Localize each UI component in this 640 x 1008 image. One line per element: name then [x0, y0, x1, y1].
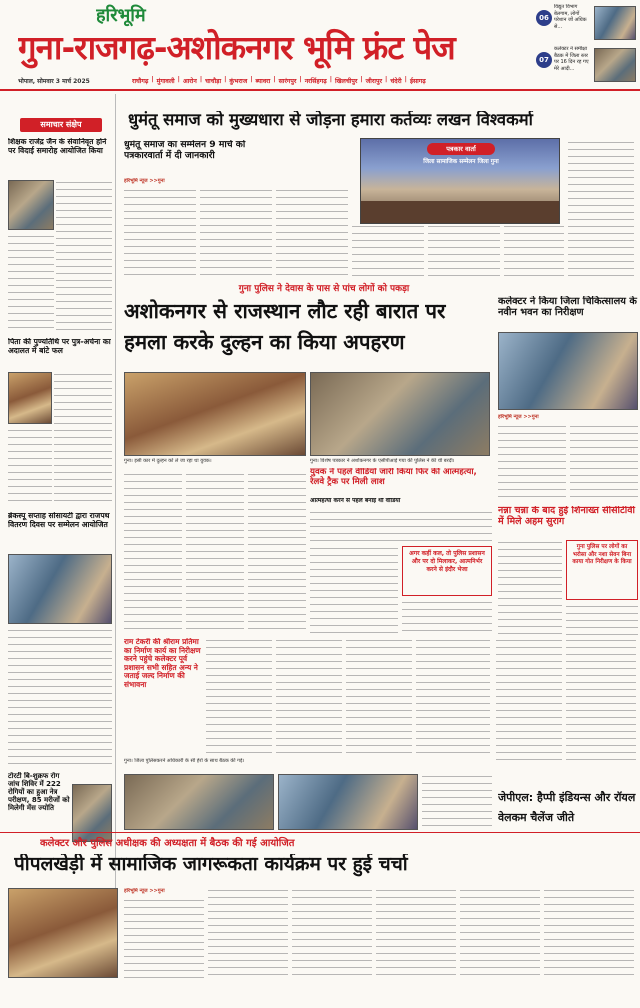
ramtekri-story [120, 636, 492, 756]
abduction-body [124, 472, 182, 632]
byline: हरिभूमि न्यूज >>गुना [124, 178, 165, 184]
lead-body [276, 188, 348, 278]
footer-body [292, 888, 372, 978]
footer-rule [0, 832, 640, 833]
abduction-body [186, 472, 244, 632]
meeting-caption: गुना। जिला पुलिसकरने अधिकारी के सी हेरों के साथ बैठक की गई। [124, 758, 245, 764]
brief-photo [72, 784, 112, 842]
collector-hospital-story [494, 296, 638, 501]
meeting-photo [124, 774, 274, 830]
press-table [361, 201, 560, 224]
car-photo [124, 372, 306, 456]
youth-subhead: आत्महत्या करने से पहले बनाई थी वीडियो [310, 498, 401, 504]
teaser-number: 06 [536, 10, 552, 26]
collector-body [570, 424, 638, 500]
page-title: गुना-राजगढ़-अशोकनगर भूमि फ्रंट पेज [18, 28, 455, 67]
photo-caption: गुना। इसी कार में दुल्हन को ले जा रहा था युवक। [124, 458, 212, 464]
footer-kicker: कलेक्टर और पुलिस अधीक्षक की अध्यक्षता में बैठक की गई आयोजित [40, 838, 295, 849]
footer-body [544, 888, 634, 978]
masthead [0, 0, 640, 90]
teaser-photo [594, 48, 636, 82]
lead-body [200, 188, 272, 278]
teaser-photo [594, 6, 636, 40]
footer-headline[interactable]: पीपलखेड़ी में सामाजिक जागरूकता कार्यक्रम पर हुई चर्चा [14, 854, 408, 875]
footer-photo [8, 888, 118, 978]
lead-body [124, 188, 196, 278]
press-banner-text: जिला सामाजिक सम्मेलन जिला गुना [423, 159, 499, 165]
town-item: ईसागढ़ [409, 78, 426, 85]
lead-photo [360, 138, 560, 224]
teaser-box[interactable] [536, 46, 636, 86]
ramtekri-body [416, 638, 490, 754]
sidebar-header: समाचार संक्षेप [20, 118, 102, 132]
dateline: भोपाल, सोमवार 3 मार्च 2025 [18, 78, 90, 85]
town-item: चंदेरी [390, 78, 402, 85]
ramtekri-headline[interactable]: राम टेकरी की श्रीराम प्रतिमा का निर्माण कार्य का निरीक्षण करने पहुंचे कलेक्टर पूर्व प्रशासन सभी सहित अन्य ने जताई जल्द निर्माण की संभावना [124, 638, 201, 689]
byline: हरिभूमि न्यूज >>गुना [498, 414, 539, 420]
collector-headline[interactable]: कलेक्टर ने किया जिला चिकित्सालय के नवीन भवन का निरीक्षण [498, 296, 637, 319]
youth-body [310, 546, 398, 634]
jpl-body [496, 638, 562, 764]
hospital-photo [498, 332, 638, 410]
cctv-body [498, 540, 562, 636]
collector-body [498, 424, 566, 500]
byline: हरिभूमि न्यूज >>गुना [124, 888, 165, 894]
cctv-highlight-box: गुना पुलिस पर लोगों का भरोसा और नशा सेवन बिना काया गोत निरीक्षण के किया [566, 540, 638, 600]
lead-body [352, 224, 424, 278]
abduction-body [248, 472, 306, 632]
abduction-story [120, 296, 640, 636]
cctv-headline[interactable]: नन्ना चन्ना के बाद हुई शिनाख्त सीसीटीवी में मिले अहम सुराग [498, 506, 635, 527]
press-banner-tag: पत्रकार वार्ता [427, 143, 495, 155]
brief-body [54, 372, 112, 506]
brief-photo [8, 180, 54, 230]
masthead-rule [0, 89, 640, 91]
ramtekri-body [346, 638, 412, 754]
brand-logo: हरिभूमि [96, 5, 146, 26]
town-strip: राघौगढ़ | मुंगावली | आरोन | चाचौड़ा | कुंभराज | ब्यावरा | सारंगपुर | नरसिंहगढ़ | खिलचीपुर | जीरापुर | चंदेरी | ईसागढ़ [132, 76, 532, 88]
brief-headline[interactable]: पिता की पुण्यतिथि पर पुत्र-अर्चना का अदालत में बांटे फल [8, 338, 111, 355]
youth-body [402, 600, 492, 634]
town-item: राघौगढ़ [132, 78, 149, 85]
footer-body [208, 888, 288, 978]
brief-headline[interactable]: ब्रेकस्पू सप्ताह सोसायटी द्वारा राजपथ वितरण दिवस पर सम्मेलन आयोजित [8, 512, 110, 529]
lead-body [504, 224, 564, 278]
brief-body [8, 628, 112, 768]
town-item: मुंगावली [156, 78, 175, 85]
cctv-body [566, 604, 638, 636]
brief-body [56, 180, 112, 332]
lead-story [120, 94, 636, 280]
meeting-photo [278, 774, 418, 830]
brief-body [8, 234, 54, 332]
teaser-number: 07 [536, 52, 552, 68]
brief-headline[interactable]: शिक्षक राजेंद्र जैन के सेवानिवृत होने पर विदाई समारोह आयोजित किया [8, 138, 107, 155]
youth-quote-box: अगर कहीं कल, तो पुलिस प्रशासन और पर दो मिलाकर, आत्मनिर्भर करने से इंदौर भेजा [402, 546, 492, 596]
brief-body [8, 428, 52, 506]
meeting-body [422, 774, 492, 830]
footer-body [460, 888, 540, 978]
cctv-story [494, 504, 638, 636]
brief-photo [8, 554, 112, 624]
town-item: खिलचीपुर [334, 78, 358, 85]
news-brief-column [6, 94, 116, 934]
arrest-photo [310, 372, 490, 456]
youth-headline[interactable]: युवक ने पहले वीडियो जारी किया फिर की आत्महत्या, रेलवे ट्रैक पर मिली लाश [310, 468, 477, 487]
jpl-headline[interactable]: जेपीएल: हैप्पी इंडियन्स और रॉयल वेलकम चैलेंज जीते [498, 791, 636, 824]
teaser-text: कलेक्टर ने समीक्षा बैठक में जिला स्तर पर 16 दिन रह गए मेरे आदी... [554, 46, 589, 72]
youth-body [310, 510, 492, 542]
lead-body [568, 140, 634, 278]
abduction-headline[interactable]: अशोकनगर से राजस्थान लौट रही बारात पर हमला करके दुल्हन का किया अपहरण [124, 299, 446, 354]
town-item: सारंगपुर [278, 78, 297, 85]
jpl-story [496, 636, 636, 840]
ramtekri-body [276, 638, 342, 754]
footer-body [376, 888, 456, 978]
lead-subhead: धुमंतू समाज का सम्मेलन 9 मार्च को पत्रकारवार्ता में दी जानकारी [124, 140, 246, 161]
town-item: जीरापुर [365, 78, 383, 85]
police-kicker: गुना पुलिस ने देवास के पास से पांच लोगों को पकड़ा [238, 284, 410, 294]
town-item: नरसिंहगढ़ [304, 78, 327, 85]
town-item: ब्यावरा [255, 78, 271, 85]
youth-story [310, 468, 492, 636]
teaser-text: विद्युत विभाग बेलगाम, लोगों परेशान जाें अधिक से... [554, 4, 587, 30]
town-item: आरोन [182, 78, 197, 85]
town-item: चाचौड़ा [205, 78, 222, 85]
photo-caption: गुना। विशेष पत्रकार ने अशोकनगर के एसीपीआई गया की पुलिस ने की थी बरदी। [310, 458, 455, 464]
lead-body [428, 224, 500, 278]
brief-photo [8, 372, 52, 424]
footer-body [124, 898, 204, 978]
lead-headline[interactable]: धुमंतू समाज को मुख्यधारा से जोड़ना हमारा कर्तव्यः लखन विश्वकर्मा [128, 111, 533, 129]
brief-headline[interactable]: टोरटी बि-शुक्रफ रोग जांच शिविर में 222 रोगियों का हुआ नेत्र परीक्षण, 85 मरीजों को मिलेगी मेंस ज्योति [8, 772, 70, 813]
ramtekri-body [206, 638, 272, 754]
town-item: कुंभराज [229, 78, 248, 85]
jpl-body [566, 638, 636, 764]
teaser-box[interactable] [536, 4, 636, 44]
